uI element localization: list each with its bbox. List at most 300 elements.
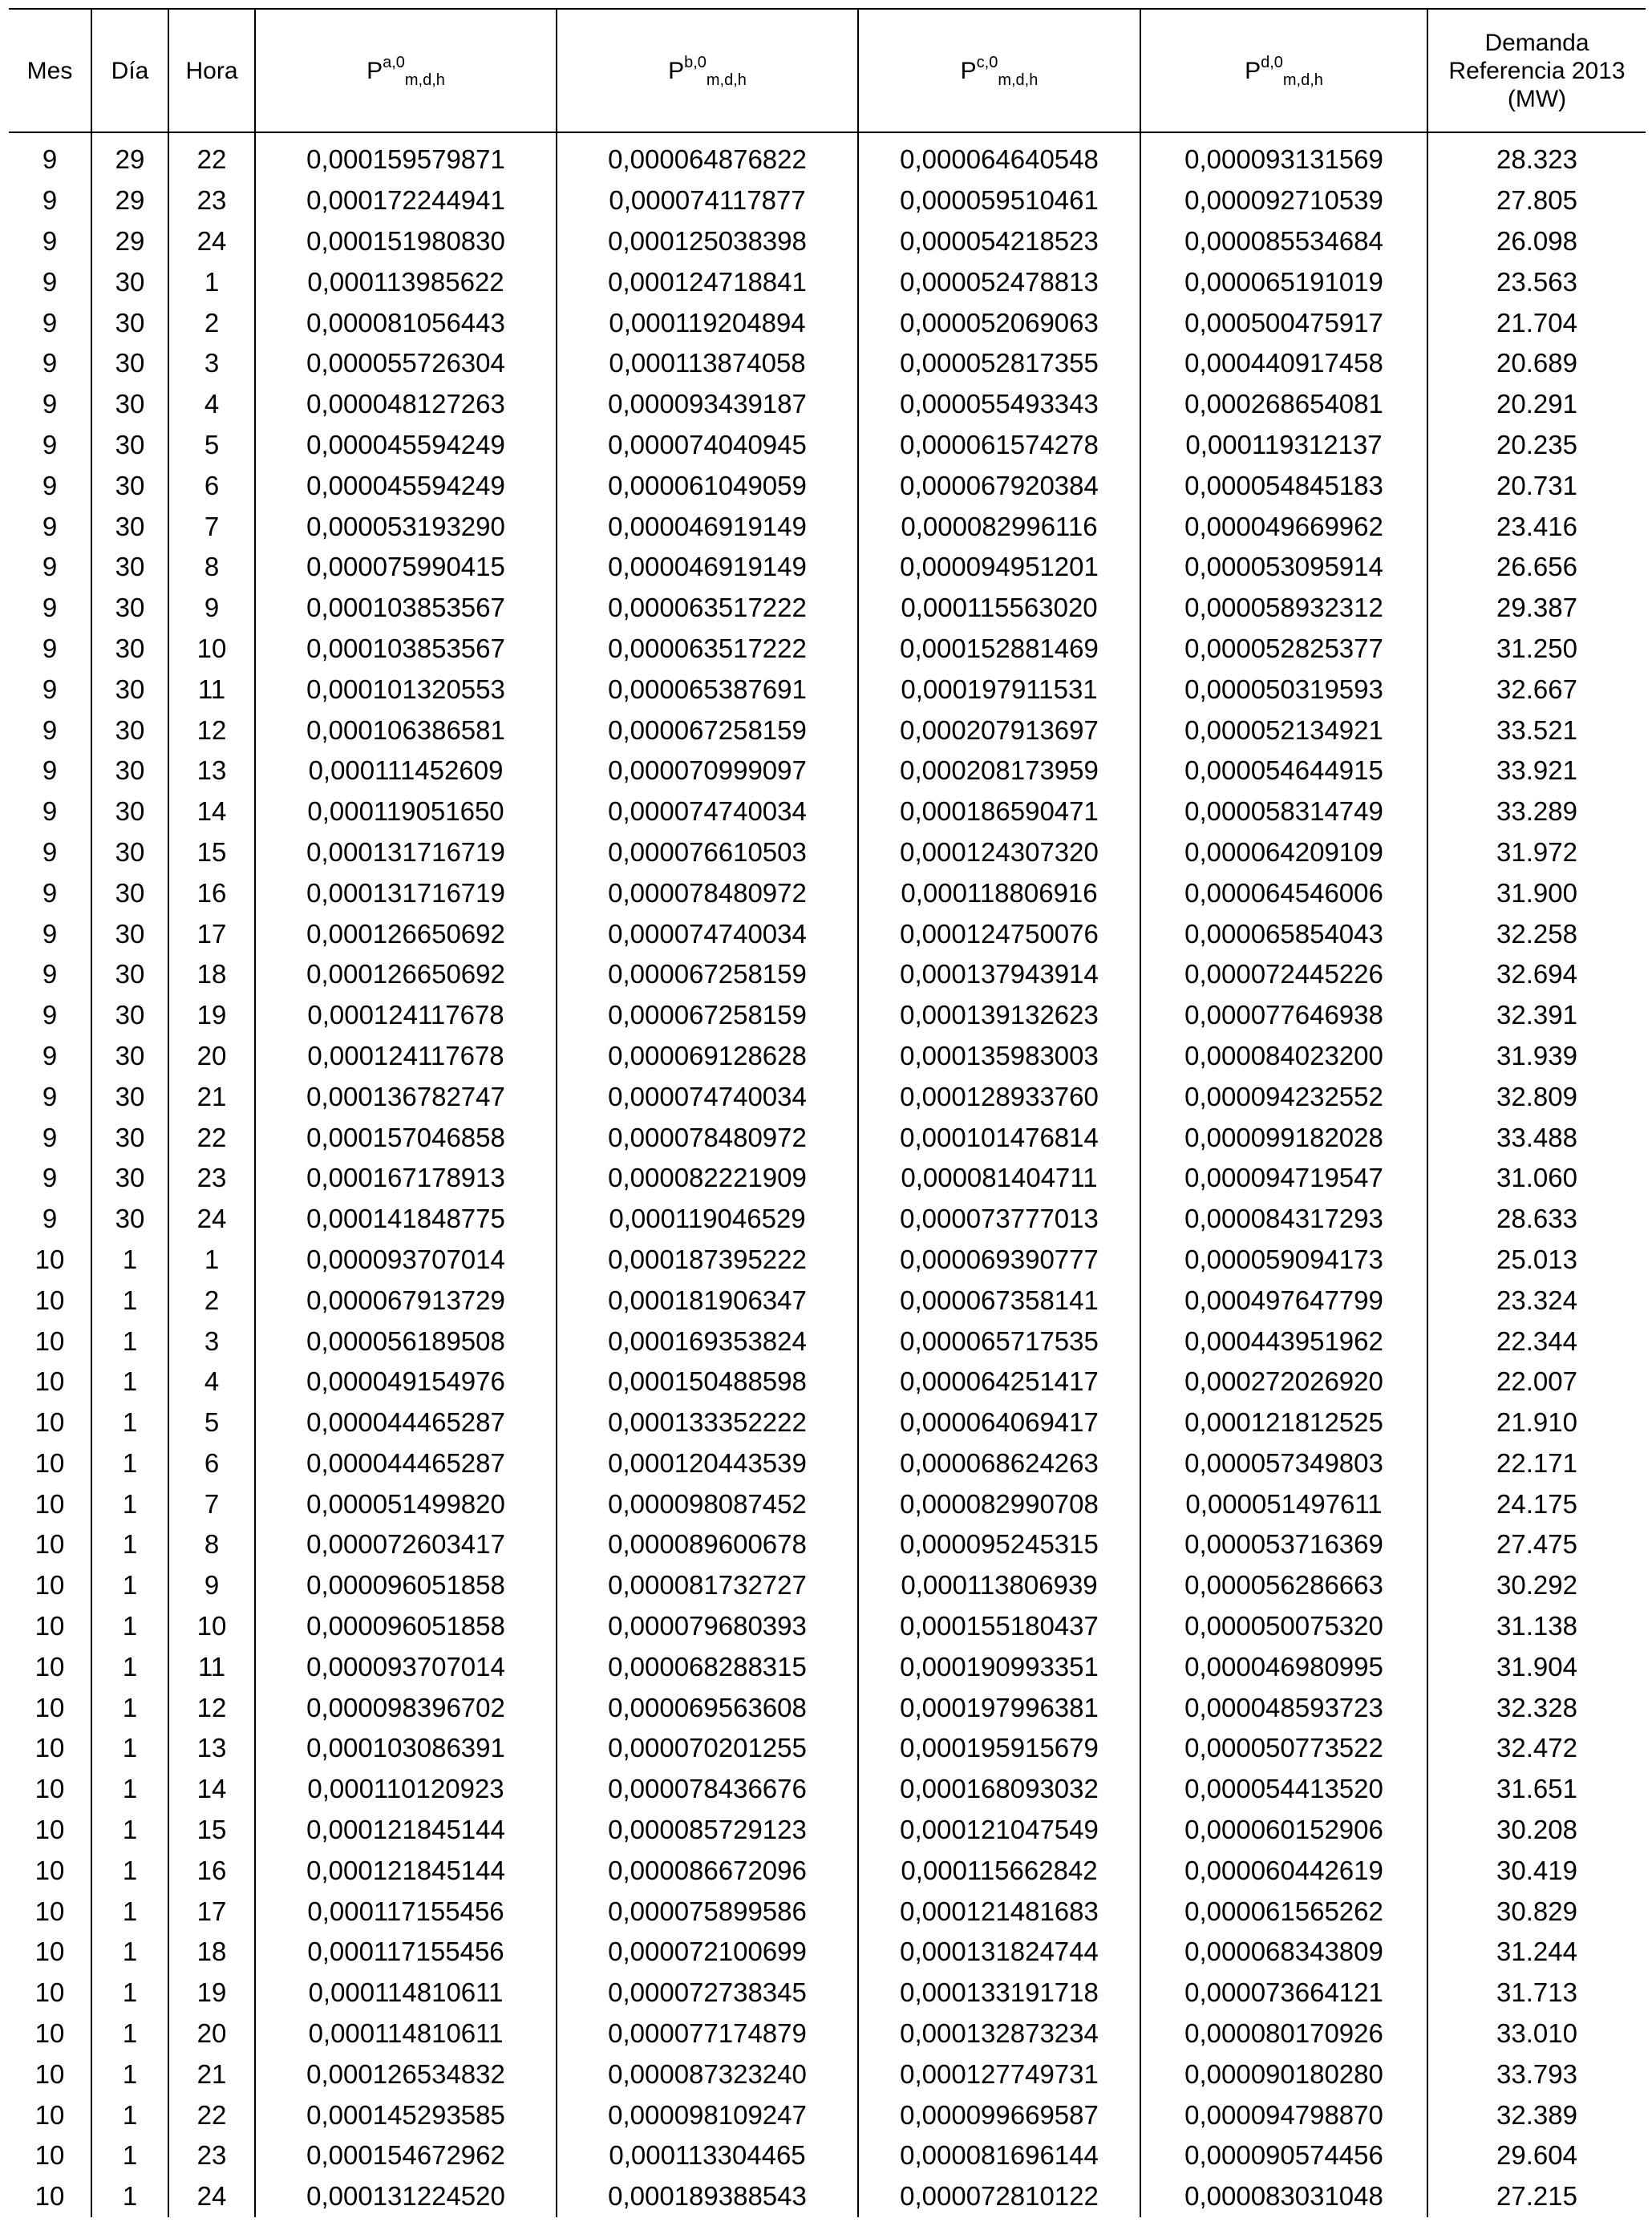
pa-cell: 0,000119051650 bbox=[255, 791, 557, 832]
pd-cell: 0,000052134921 bbox=[1140, 710, 1427, 751]
demanda-cell: 33.488 bbox=[1427, 1117, 1646, 1158]
pc-cell: 0,000115563020 bbox=[858, 588, 1140, 629]
hora-cell: 17 bbox=[168, 913, 255, 954]
dia-cell: 30 bbox=[91, 343, 168, 384]
pb-cell: 0,000093439187 bbox=[557, 384, 858, 425]
table-row bbox=[9, 132, 1646, 180]
table-row bbox=[9, 180, 1646, 221]
hora-cell: 9 bbox=[168, 1565, 255, 1606]
pc-cell: 0,000121047549 bbox=[858, 1810, 1140, 1851]
pb-cell: 0,000120443539 bbox=[557, 1443, 858, 1484]
pa-cell: 0,000101320553 bbox=[255, 669, 557, 710]
table-row bbox=[9, 1158, 1646, 1199]
table-row bbox=[9, 343, 1646, 384]
table-row bbox=[9, 1443, 1646, 1484]
demanda-cell: 22.171 bbox=[1427, 1443, 1646, 1484]
pa-cell: 0,000072603417 bbox=[255, 1524, 557, 1565]
pa-cell: 0,000096051858 bbox=[255, 1565, 557, 1606]
pd-cell: 0,000054845183 bbox=[1140, 465, 1427, 506]
pa-cell: 0,000103853567 bbox=[255, 588, 557, 629]
pb-cell: 0,000079680393 bbox=[557, 1606, 858, 1647]
demanda-cell: 33.921 bbox=[1427, 751, 1646, 791]
pa-cell: 0,000131716719 bbox=[255, 832, 557, 873]
mes-cell: 10 bbox=[34, 1692, 65, 1722]
pa-cell: 0,000081056443 bbox=[255, 302, 557, 343]
pd-cell: 0,000064209109 bbox=[1140, 832, 1427, 873]
mes-cell: 9 bbox=[42, 1000, 58, 1030]
dia-cell: 30 bbox=[91, 1199, 168, 1240]
pc-cell: 0,000124750076 bbox=[858, 913, 1140, 954]
header-pd-sub: m,d,h bbox=[1282, 71, 1323, 89]
demanda-cell: 20.235 bbox=[1427, 425, 1646, 466]
demanda-cell: 20.291 bbox=[1427, 384, 1646, 425]
header-pb-base: P bbox=[668, 57, 685, 84]
pa-cell: 0,000151980830 bbox=[255, 221, 557, 262]
pc-cell: 0,000052069063 bbox=[858, 302, 1140, 343]
pd-cell: 0,000050319593 bbox=[1140, 669, 1427, 710]
pc-cell: 0,000099669587 bbox=[858, 2094, 1140, 2135]
pc-cell: 0,000065717535 bbox=[858, 1321, 1140, 1362]
mes-cell: 9 bbox=[42, 389, 58, 419]
demanda-cell: 23.324 bbox=[1427, 1280, 1646, 1321]
pb-cell: 0,000169353824 bbox=[557, 1321, 858, 1362]
pd-cell: 0,000085534684 bbox=[1140, 221, 1427, 262]
pa-cell: 0,000045594249 bbox=[255, 425, 557, 466]
pb-cell: 0,000072100699 bbox=[557, 1932, 858, 1973]
pc-cell: 0,000131824744 bbox=[858, 1932, 1140, 1973]
table-row bbox=[9, 1036, 1646, 1077]
table-row bbox=[9, 954, 1646, 995]
pd-cell: 0,000046980995 bbox=[1140, 1646, 1427, 1687]
pd-cell: 0,000094232552 bbox=[1140, 1076, 1427, 1117]
dia-cell: 1 bbox=[91, 1483, 168, 1524]
hora-cell: 23 bbox=[168, 1158, 255, 1199]
hora-cell: 23 bbox=[168, 180, 255, 221]
mes-cell: 10 bbox=[34, 1977, 65, 2008]
pb-cell: 0,000067258159 bbox=[557, 954, 858, 995]
dia-cell: 30 bbox=[91, 832, 168, 873]
header-pb-sub: m,d,h bbox=[706, 71, 747, 89]
table-body bbox=[9, 132, 1646, 2217]
pb-cell: 0,000046919149 bbox=[557, 547, 858, 588]
pb-cell: 0,000087323240 bbox=[557, 2054, 858, 2094]
dia-cell: 1 bbox=[91, 1932, 168, 1973]
pd-cell: 0,000090574456 bbox=[1140, 2135, 1427, 2176]
header-pa-sub: m,d,h bbox=[404, 71, 445, 89]
dia-cell: 1 bbox=[91, 1850, 168, 1891]
pb-cell: 0,000078480972 bbox=[557, 872, 858, 913]
table-row bbox=[9, 221, 1646, 262]
pb-cell: 0,000078436676 bbox=[557, 1769, 858, 1810]
pb-cell: 0,000076610503 bbox=[557, 832, 858, 873]
mes-cell: 9 bbox=[42, 1204, 58, 1234]
table-row bbox=[9, 1646, 1646, 1687]
demanda-cell: 32.258 bbox=[1427, 913, 1646, 954]
mes-cell: 10 bbox=[34, 1366, 65, 1397]
mes-cell: 10 bbox=[34, 1447, 65, 1478]
header-demanda-line1: Demanda bbox=[1484, 29, 1589, 56]
dia-cell: 1 bbox=[91, 1280, 168, 1321]
pc-cell: 0,000081404711 bbox=[858, 1158, 1140, 1199]
table-row bbox=[9, 465, 1646, 506]
pa-cell: 0,000110120923 bbox=[255, 1769, 557, 1810]
hora-cell: 13 bbox=[168, 1728, 255, 1769]
dia-cell: 1 bbox=[91, 1973, 168, 2014]
demanda-cell: 30.419 bbox=[1427, 1850, 1646, 1891]
header-pd-sup: d,0 bbox=[1261, 53, 1283, 71]
hora-cell: 24 bbox=[168, 1199, 255, 1240]
dia-cell: 30 bbox=[91, 872, 168, 913]
demanda-cell: 21.704 bbox=[1427, 302, 1646, 343]
pd-cell: 0,000060442619 bbox=[1140, 1850, 1427, 1891]
hora-cell: 11 bbox=[168, 669, 255, 710]
pc-cell: 0,000081696144 bbox=[858, 2135, 1140, 2176]
table-row bbox=[9, 1362, 1646, 1402]
mes-cell: 9 bbox=[42, 918, 58, 949]
pc-cell: 0,000054218523 bbox=[858, 221, 1140, 262]
mes-cell: 9 bbox=[42, 836, 58, 867]
pa-cell: 0,000121845144 bbox=[255, 1850, 557, 1891]
dia-cell: 29 bbox=[91, 221, 168, 262]
pa-cell: 0,000117155456 bbox=[255, 1932, 557, 1973]
dia-cell: 30 bbox=[91, 1036, 168, 1077]
hora-cell: 9 bbox=[168, 588, 255, 629]
demanda-cell: 24.175 bbox=[1427, 1483, 1646, 1524]
pa-cell: 0,000106386581 bbox=[255, 710, 557, 751]
hora-cell: 16 bbox=[168, 872, 255, 913]
hora-cell: 18 bbox=[168, 954, 255, 995]
pa-cell: 0,000167178913 bbox=[255, 1158, 557, 1199]
mes-cell: 10 bbox=[34, 1611, 65, 1641]
pd-cell: 0,000440917458 bbox=[1140, 343, 1427, 384]
demanda-cell: 26.656 bbox=[1427, 547, 1646, 588]
pc-cell: 0,000068624263 bbox=[858, 1443, 1140, 1484]
pb-cell: 0,000063517222 bbox=[557, 629, 858, 670]
mes-cell: 10 bbox=[34, 1896, 65, 1926]
pa-cell: 0,000049154976 bbox=[255, 1362, 557, 1402]
pa-cell: 0,000172244941 bbox=[255, 180, 557, 221]
hora-cell: 12 bbox=[168, 710, 255, 751]
mes-cell: 9 bbox=[42, 1122, 58, 1152]
demanda-cell: 26.098 bbox=[1427, 221, 1646, 262]
demanda-cell: 23.563 bbox=[1427, 261, 1646, 302]
demanda-cell: 31.244 bbox=[1427, 1932, 1646, 1973]
mes-cell: 9 bbox=[42, 1163, 58, 1193]
hora-cell: 14 bbox=[168, 1769, 255, 1810]
dia-cell: 1 bbox=[91, 1810, 168, 1851]
pd-cell: 0,000121812525 bbox=[1140, 1402, 1427, 1443]
pd-cell: 0,000052825377 bbox=[1140, 629, 1427, 670]
hora-cell: 8 bbox=[168, 1524, 255, 1565]
dia-cell: 1 bbox=[91, 1443, 168, 1484]
pc-cell: 0,000197911531 bbox=[858, 669, 1140, 710]
hora-cell: 22 bbox=[168, 1117, 255, 1158]
pb-cell: 0,000098109247 bbox=[557, 2094, 858, 2135]
demanda-cell: 32.472 bbox=[1427, 1728, 1646, 1769]
pa-cell: 0,000075990415 bbox=[255, 547, 557, 588]
header-demanda-line3: (MW) bbox=[1507, 85, 1567, 112]
dia-cell: 1 bbox=[91, 1565, 168, 1606]
dia-cell: 30 bbox=[91, 1158, 168, 1199]
table-row bbox=[9, 261, 1646, 302]
pa-cell: 0,000098396702 bbox=[255, 1687, 557, 1728]
dia-cell: 1 bbox=[91, 1769, 168, 1810]
pb-cell: 0,000074740034 bbox=[557, 791, 858, 832]
pb-cell: 0,000070201255 bbox=[557, 1728, 858, 1769]
pb-cell: 0,000063517222 bbox=[557, 588, 858, 629]
mes-cell: 9 bbox=[42, 633, 58, 663]
hora-cell: 17 bbox=[168, 1891, 255, 1932]
mes-cell: 10 bbox=[34, 1815, 65, 1845]
dia-cell: 1 bbox=[91, 1362, 168, 1402]
demanda-cell: 28.633 bbox=[1427, 1199, 1646, 1240]
dia-cell: 30 bbox=[91, 547, 168, 588]
pc-cell: 0,000152881469 bbox=[858, 629, 1140, 670]
hora-cell: 4 bbox=[168, 1362, 255, 1402]
demanda-cell: 31.713 bbox=[1427, 1973, 1646, 2014]
header-row bbox=[9, 9, 1646, 132]
pc-cell: 0,000094951201 bbox=[858, 547, 1140, 588]
pb-cell: 0,000075899586 bbox=[557, 1891, 858, 1932]
pd-cell: 0,000060152906 bbox=[1140, 1810, 1427, 1851]
table-row bbox=[9, 1728, 1646, 1769]
demanda-cell: 28.323 bbox=[1427, 132, 1646, 180]
pd-cell: 0,000072445226 bbox=[1140, 954, 1427, 995]
pc-cell: 0,000124307320 bbox=[858, 832, 1140, 873]
pc-cell: 0,000207913697 bbox=[858, 710, 1140, 751]
table-row bbox=[9, 1117, 1646, 1158]
mes-cell: 9 bbox=[42, 593, 58, 623]
mes-cell: 9 bbox=[42, 307, 58, 338]
pc-cell: 0,000067920384 bbox=[858, 465, 1140, 506]
hora-cell: 5 bbox=[168, 1402, 255, 1443]
pc-cell: 0,000208173959 bbox=[858, 751, 1140, 791]
table-row bbox=[9, 1321, 1646, 1362]
table-row bbox=[9, 1850, 1646, 1891]
pc-cell: 0,000195915679 bbox=[858, 1728, 1140, 1769]
table-row bbox=[9, 832, 1646, 873]
dia-cell: 1 bbox=[91, 2135, 168, 2176]
pb-cell: 0,000046919149 bbox=[557, 506, 858, 547]
demanda-cell: 27.215 bbox=[1427, 2176, 1646, 2217]
pa-cell: 0,000111452609 bbox=[255, 751, 557, 791]
table-row bbox=[9, 384, 1646, 425]
demanda-cell: 22.007 bbox=[1427, 1362, 1646, 1402]
pd-cell: 0,000084317293 bbox=[1140, 1199, 1427, 1240]
pd-cell: 0,000497647799 bbox=[1140, 1280, 1427, 1321]
demanda-cell: 31.060 bbox=[1427, 1158, 1646, 1199]
table-row bbox=[9, 588, 1646, 629]
hora-cell: 10 bbox=[168, 629, 255, 670]
header-pd bbox=[1140, 9, 1427, 132]
pd-cell: 0,000049669962 bbox=[1140, 506, 1427, 547]
header-pa-sup: a,0 bbox=[383, 53, 405, 71]
pc-cell: 0,000168093032 bbox=[858, 1769, 1140, 1810]
demanda-cell: 31.972 bbox=[1427, 832, 1646, 873]
demanda-cell: 32.389 bbox=[1427, 2094, 1646, 2135]
dia-cell: 30 bbox=[91, 669, 168, 710]
pc-cell: 0,000052478813 bbox=[858, 261, 1140, 302]
table-row bbox=[9, 1483, 1646, 1524]
hora-cell: 5 bbox=[168, 425, 255, 466]
pd-cell: 0,000054644915 bbox=[1140, 751, 1427, 791]
table-row bbox=[9, 872, 1646, 913]
pb-cell: 0,000081732727 bbox=[557, 1565, 858, 1606]
dia-cell: 30 bbox=[91, 302, 168, 343]
pa-cell: 0,000154672962 bbox=[255, 2135, 557, 2176]
pa-cell: 0,000126650692 bbox=[255, 954, 557, 995]
hora-cell: 1 bbox=[168, 261, 255, 302]
hora-cell: 11 bbox=[168, 1646, 255, 1687]
mes-cell: 9 bbox=[42, 225, 58, 256]
table-row bbox=[9, 710, 1646, 751]
pd-cell: 0,000053716369 bbox=[1140, 1524, 1427, 1565]
dia-cell: 1 bbox=[91, 1402, 168, 1443]
table-row bbox=[9, 2054, 1646, 2094]
mes-cell: 9 bbox=[42, 348, 58, 378]
dia-cell: 30 bbox=[91, 791, 168, 832]
table-row bbox=[9, 2014, 1646, 2054]
pa-cell: 0,000159579871 bbox=[255, 132, 557, 180]
hora-cell: 10 bbox=[168, 1606, 255, 1647]
pd-cell: 0,000272026920 bbox=[1140, 1362, 1427, 1402]
pd-cell: 0,000061565262 bbox=[1140, 1891, 1427, 1932]
pb-cell: 0,000068288315 bbox=[557, 1646, 858, 1687]
mes-cell: 9 bbox=[42, 185, 58, 216]
mes-cell: 10 bbox=[34, 2099, 65, 2130]
pa-cell: 0,000124117678 bbox=[255, 1036, 557, 1077]
pb-cell: 0,000074040945 bbox=[557, 425, 858, 466]
mes-cell: 9 bbox=[42, 144, 58, 175]
mes-cell: 9 bbox=[42, 1040, 58, 1071]
mes-cell: 10 bbox=[34, 2058, 65, 2089]
demanda-cell: 33.010 bbox=[1427, 2014, 1646, 2054]
pd-cell: 0,000268654081 bbox=[1140, 384, 1427, 425]
pc-cell: 0,000059510461 bbox=[858, 180, 1140, 221]
pa-cell: 0,000045594249 bbox=[255, 465, 557, 506]
mes-cell: 10 bbox=[34, 1733, 65, 1763]
hora-cell: 6 bbox=[168, 1443, 255, 1484]
pb-cell: 0,000125038398 bbox=[557, 221, 858, 262]
header-mes: Mes bbox=[9, 9, 91, 132]
hora-cell: 14 bbox=[168, 791, 255, 832]
pb-cell: 0,000082221909 bbox=[557, 1158, 858, 1199]
mes-cell: 10 bbox=[34, 1325, 65, 1356]
table-row bbox=[9, 751, 1646, 791]
pd-cell: 0,000048593723 bbox=[1140, 1687, 1427, 1728]
pd-cell: 0,000119312137 bbox=[1140, 425, 1427, 466]
mes-cell: 10 bbox=[34, 1855, 65, 1885]
dia-cell: 30 bbox=[91, 995, 168, 1036]
pa-cell: 0,000103086391 bbox=[255, 1728, 557, 1769]
pa-cell: 0,000103853567 bbox=[255, 629, 557, 670]
pc-cell: 0,000064069417 bbox=[858, 1402, 1140, 1443]
hora-cell: 22 bbox=[168, 132, 255, 180]
dia-cell: 30 bbox=[91, 954, 168, 995]
mes-cell: 10 bbox=[34, 1407, 65, 1438]
pc-cell: 0,000118806916 bbox=[858, 872, 1140, 913]
pc-cell: 0,000101476814 bbox=[858, 1117, 1140, 1158]
hora-cell: 16 bbox=[168, 1850, 255, 1891]
mes-cell: 10 bbox=[34, 1774, 65, 1804]
demanda-cell: 31.900 bbox=[1427, 872, 1646, 913]
dia-cell: 1 bbox=[91, 1606, 168, 1647]
header-dia: Día bbox=[91, 9, 168, 132]
demanda-cell: 31.138 bbox=[1427, 1606, 1646, 1647]
hora-cell: 7 bbox=[168, 1483, 255, 1524]
mes-cell: 10 bbox=[34, 1244, 65, 1274]
pc-cell: 0,000121481683 bbox=[858, 1891, 1140, 1932]
hora-cell: 7 bbox=[168, 506, 255, 547]
pd-cell: 0,000090180280 bbox=[1140, 2054, 1427, 2094]
demanda-cell: 30.292 bbox=[1427, 1565, 1646, 1606]
pb-cell: 0,000064876822 bbox=[557, 132, 858, 180]
header-pc-sub: m,d,h bbox=[998, 71, 1039, 89]
pd-cell: 0,000050075320 bbox=[1140, 1606, 1427, 1647]
pc-cell: 0,000082990708 bbox=[858, 1483, 1140, 1524]
pb-cell: 0,000065387691 bbox=[557, 669, 858, 710]
pb-cell: 0,000078480972 bbox=[557, 1117, 858, 1158]
pc-cell: 0,000072810122 bbox=[858, 2176, 1140, 2217]
pa-cell: 0,000136782747 bbox=[255, 1076, 557, 1117]
pa-cell: 0,000067913729 bbox=[255, 1280, 557, 1321]
pc-cell: 0,000127749731 bbox=[858, 2054, 1140, 2094]
demanda-cell: 29.387 bbox=[1427, 588, 1646, 629]
demanda-cell: 31.939 bbox=[1427, 1036, 1646, 1077]
pa-cell: 0,000096051858 bbox=[255, 1606, 557, 1647]
hora-cell: 1 bbox=[168, 1240, 255, 1281]
pc-cell: 0,000186590471 bbox=[858, 791, 1140, 832]
pb-cell: 0,000119204894 bbox=[557, 302, 858, 343]
pb-cell: 0,000074740034 bbox=[557, 913, 858, 954]
pa-cell: 0,000056189508 bbox=[255, 1321, 557, 1362]
pb-cell: 0,000086672096 bbox=[557, 1850, 858, 1891]
pb-cell: 0,000069563608 bbox=[557, 1687, 858, 1728]
pd-cell: 0,000064546006 bbox=[1140, 872, 1427, 913]
table-row bbox=[9, 425, 1646, 466]
table-row bbox=[9, 913, 1646, 954]
dia-cell: 30 bbox=[91, 506, 168, 547]
hora-cell: 20 bbox=[168, 2014, 255, 2054]
pa-cell: 0,000093707014 bbox=[255, 1240, 557, 1281]
pd-cell: 0,000093131569 bbox=[1140, 132, 1427, 180]
pc-cell: 0,000067358141 bbox=[858, 1280, 1140, 1321]
table-row bbox=[9, 1687, 1646, 1728]
hora-cell: 3 bbox=[168, 1321, 255, 1362]
mes-cell: 10 bbox=[34, 2181, 65, 2212]
hora-cell: 12 bbox=[168, 1687, 255, 1728]
pd-cell: 0,000080170926 bbox=[1140, 2014, 1427, 2054]
demanda-cell: 30.208 bbox=[1427, 1810, 1646, 1851]
pb-cell: 0,000074740034 bbox=[557, 1076, 858, 1117]
pc-cell: 0,000197996381 bbox=[858, 1687, 1140, 1728]
pb-cell: 0,000069128628 bbox=[557, 1036, 858, 1077]
demanda-cell: 27.475 bbox=[1427, 1524, 1646, 1565]
demanda-cell: 32.391 bbox=[1427, 995, 1646, 1036]
demanda-cell: 25.013 bbox=[1427, 1240, 1646, 1281]
pd-cell: 0,000065191019 bbox=[1140, 261, 1427, 302]
mes-cell: 10 bbox=[34, 1488, 65, 1519]
pc-cell: 0,000132873234 bbox=[858, 2014, 1140, 2054]
pb-cell: 0,000077174879 bbox=[557, 2014, 858, 2054]
table-row bbox=[9, 791, 1646, 832]
mes-cell: 9 bbox=[42, 755, 58, 786]
mes-cell: 9 bbox=[42, 511, 58, 541]
pc-cell: 0,000135983003 bbox=[858, 1036, 1140, 1077]
hora-cell: 4 bbox=[168, 384, 255, 425]
pa-cell: 0,000145293585 bbox=[255, 2094, 557, 2135]
pa-cell: 0,000051499820 bbox=[255, 1483, 557, 1524]
